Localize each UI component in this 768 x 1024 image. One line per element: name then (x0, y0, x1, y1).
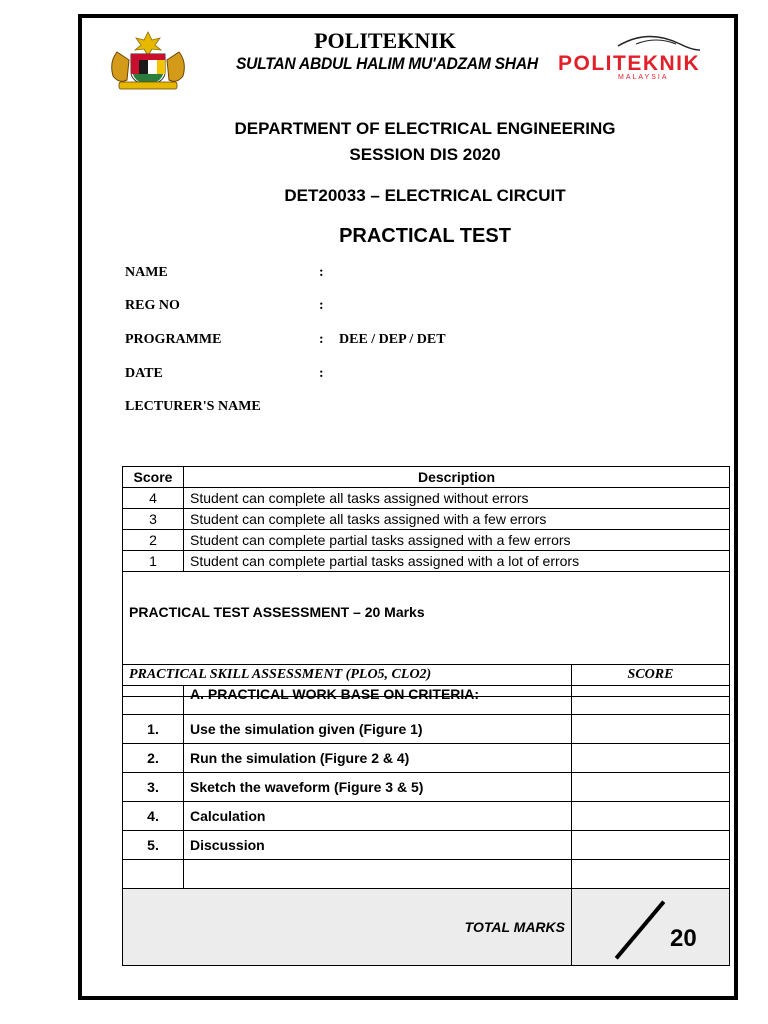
criterion-text: Run the simulation (Figure 2 & 4) (184, 744, 572, 773)
politeknik-malaysia-logo (556, 30, 728, 86)
score-cell[interactable] (572, 773, 730, 802)
total-marks-cell[interactable] (572, 889, 730, 966)
skills-table (122, 664, 730, 966)
empty-cell (184, 860, 572, 889)
table-row (123, 530, 730, 551)
total-marks-label: TOTAL MARKS (123, 889, 572, 966)
session-title: SESSION DIS 2020 (349, 145, 501, 164)
rubric-score: 4 (123, 488, 184, 509)
logo-subtext: MALAYSIA (618, 74, 669, 81)
assessment-title: PRACTICAL TEST ASSESSMENT – 20 Marks (123, 572, 730, 697)
programme-value: DEE / DEP / DET (339, 332, 446, 347)
logo-text: POLITEKNIK (558, 52, 701, 75)
date-colon: : (319, 366, 324, 381)
empty-cell (123, 860, 184, 889)
table-row (123, 773, 730, 802)
rubric-description: Student can complete partial tasks assigned with a lot of errors (184, 551, 730, 572)
description-column-header: Description (184, 467, 730, 488)
score-header: SCORE (572, 665, 730, 686)
criterion-text: Discussion (184, 831, 572, 860)
empty-row (123, 860, 730, 889)
skills-header-row (123, 665, 730, 686)
table-row (123, 551, 730, 572)
table-row (123, 715, 730, 744)
criterion-number: 4. (123, 802, 184, 831)
name-colon: : (319, 265, 324, 280)
rubric-score: 2 (123, 530, 184, 551)
section-title: A. PRACTICAL WORK BASE ON CRITERIA: (184, 686, 572, 715)
section-row (123, 686, 730, 715)
total-marks-max: 20 (670, 925, 697, 952)
rubric-table (122, 466, 730, 697)
programme-label: PROGRAMME (125, 332, 222, 347)
rubric-score: 1 (123, 551, 184, 572)
fraction-slash (615, 900, 666, 959)
date-label: DATE (125, 366, 163, 381)
course-title: DET20033 – ELECTRICAL CIRCUIT (284, 186, 566, 205)
criterion-number: 3. (123, 773, 184, 802)
rubric-header-row (123, 467, 730, 488)
reg-no-colon: : (319, 298, 324, 313)
table-row (123, 488, 730, 509)
score-column-header: Score (123, 467, 184, 488)
score-cell[interactable] (572, 715, 730, 744)
criterion-text: Calculation (184, 802, 572, 831)
table-row (123, 802, 730, 831)
criterion-number: 2. (123, 744, 184, 773)
test-title: PRACTICAL TEST (339, 225, 511, 247)
section-num-cell (123, 686, 184, 715)
skills-header: PRACTICAL SKILL ASSESSMENT (PLO5, CLO2) (123, 665, 572, 686)
table-row (123, 744, 730, 773)
department-title: DEPARTMENT OF ELECTRICAL ENGINEERING (234, 119, 616, 138)
table-row (123, 831, 730, 860)
institution-full-name: SULTAN ABDUL HALIM MU'ADZAM SHAH (236, 54, 538, 73)
score-cell[interactable] (572, 860, 730, 889)
rubric-description: Student can complete all tasks assigned without errors (184, 488, 730, 509)
criterion-number: 1. (123, 715, 184, 744)
score-cell[interactable] (572, 744, 730, 773)
score-cell[interactable] (572, 686, 730, 715)
lecturer-name-label: LECTURER'S NAME (125, 399, 261, 414)
rubric-description: Student can complete partial tasks assigned with a few errors (184, 530, 730, 551)
criterion-text: Sketch the waveform (Figure 3 & 5) (184, 773, 572, 802)
score-cell[interactable] (572, 802, 730, 831)
score-cell[interactable] (572, 831, 730, 860)
reg-no-label: REG NO (125, 298, 180, 313)
programme-colon: : (319, 332, 324, 347)
name-label: NAME (125, 265, 168, 280)
rubric-score: 3 (123, 509, 184, 530)
institution-name: POLITEKNIK (314, 28, 456, 53)
total-row (123, 889, 730, 966)
criterion-text: Use the simulation given (Figure 1) (184, 715, 572, 744)
table-row (123, 509, 730, 530)
rubric-description: Student can complete all tasks assigned with a few errors (184, 509, 730, 530)
criterion-number: 5. (123, 831, 184, 860)
